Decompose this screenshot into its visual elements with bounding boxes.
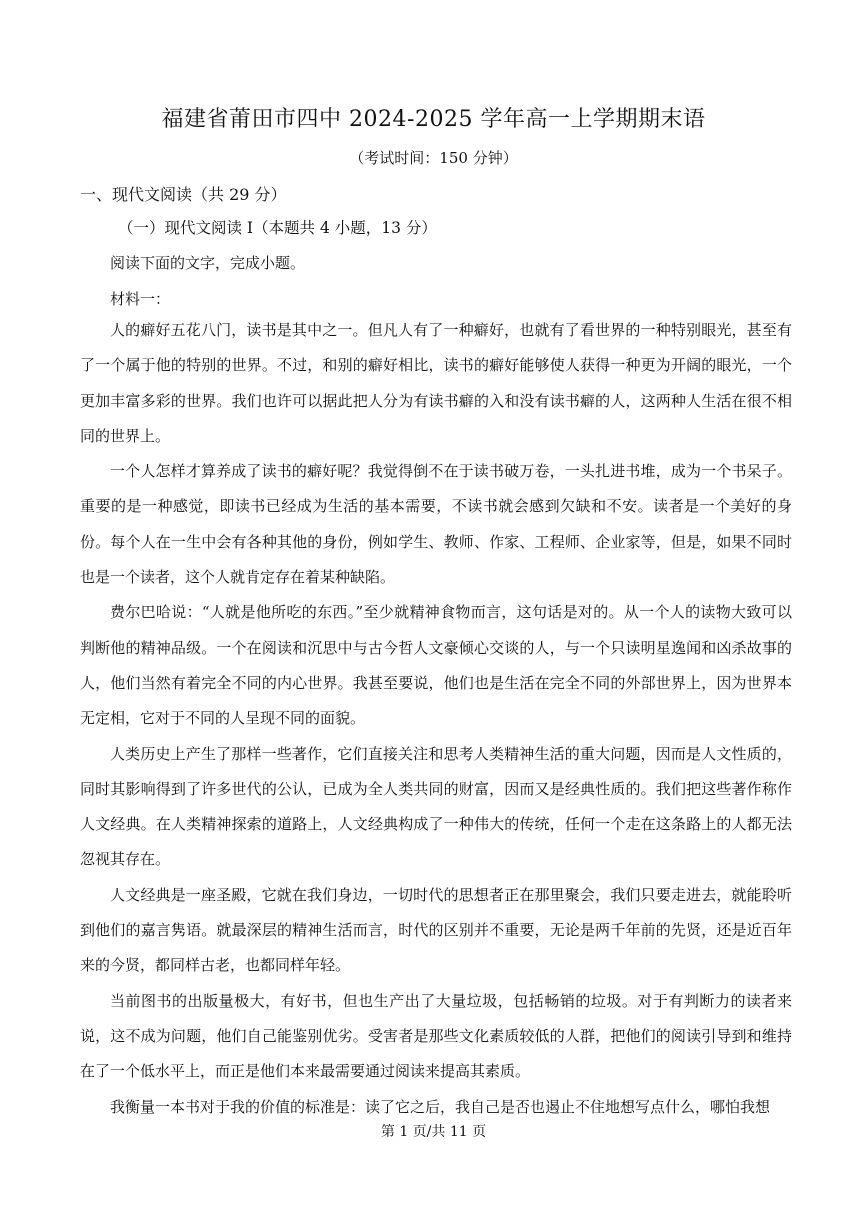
paragraph: 人文经典是一座圣殿，它就在我们身边，一切时代的思想者正在那里聚会，我们只要走进去，就能聆听到他们的嘉言隽语。就最深层的精神生活而言，时代的区别并不重要，无论是两千年前的先贤，还是近百年来的今贤，都同样古老，也都同样年轻。: [80, 885, 792, 975]
document-title: 福建省莆田市四中 2024-2025 学年高一上学期期末语: [161, 107, 706, 132]
paragraph: 费尔巴哈说：“人就是他所吃的东西。”至少就精神食物而言，这句话是对的。从一个人的读物大致可以判断他的精神品级。一个在阅读和沉思中与古今哲人文豪倾心交谈的人，与一个只读明星逸闻和凶杀故事的人，他们当然有着完全不同的内心世界。我甚至要说，他们也是生活在完全不同的外部世界上，因为世界本无定相，它对于不同的人呈现不同的面貌。: [80, 603, 792, 728]
paragraph: 一个人怎样才算养成了读书的癖好呢？我觉得倒不在于读书破万卷，一头扎进书堆，成为一个书呆子。重要的是一种感觉，即读书已经成为生活的基本需要，不读书就会感到欠缺和不安。读者是一个美好的身份。每个人在一生中会有各种其他的身份，例如学生、教师、作家、工程师、企业家等，但是，如果不同时也是一个读者，这个人就肯定存在着某种缺陷。: [80, 462, 792, 587]
subsection-heading: （一）现代文阅读 I（本题共 4 小题，13 分）: [118, 219, 437, 237]
section-heading: 一、现代文阅读（共 29 分）: [80, 185, 287, 204]
reading-instruction: 阅读下面的文字，完成小题。: [110, 254, 306, 272]
passage-body: [80, 313, 792, 1125]
paragraph: 当前图书的出版量极大，有好书，但也生产出了大量垃圾，包括畅销的垃圾。对于有判断力的读者来说，这不成为问题，他们自己能鉴别优劣。受害者是那些文化素质较低的人群，把他们的阅读引导到和维持在了一个低水平上，而正是他们本来最需要通过阅读来提高其素质。: [80, 991, 792, 1081]
paragraph: 人的癖好五花八门，读书是其中之一。但凡人有了一种癖好，也就有了看世界的一种特别眼光，甚至有了一个属于他的特别的世界。不过，和别的癖好相比，读书的癖好能够使人获得一种更为开阔的眼光，一个更加丰富多彩的世界。我们也许可以据此把人分为有读书癖的入和没有读书癖的人，这两种人生活在很不相同的世界上。: [80, 321, 792, 445]
page-number-footer: 第 1 页/共 11 页: [380, 1124, 487, 1140]
paragraph: 我衡量一本书对于我的价值的标准是：读了它之后，我自己是否也遏止不住地想写点什么，哪怕我想: [110, 1097, 771, 1116]
material-label: 材料一：: [110, 290, 171, 308]
paragraph: 人类历史上产生了那样一些著作，它们直接关注和思考人类精神生活的重大问题，因而是人文性质的，同时其影响得到了许多世代的公认，已成为全人类共同的财富，因而又是经典性质的。我们把这些著作称作人文经典。在人类精神探索的道路上，人文经典构成了一种伟大的传统，任何一个走在这条路上的人都无法忽视其存在。: [80, 744, 792, 869]
exam-time-subtitle: （考试时间：150 分钟）: [349, 149, 518, 167]
